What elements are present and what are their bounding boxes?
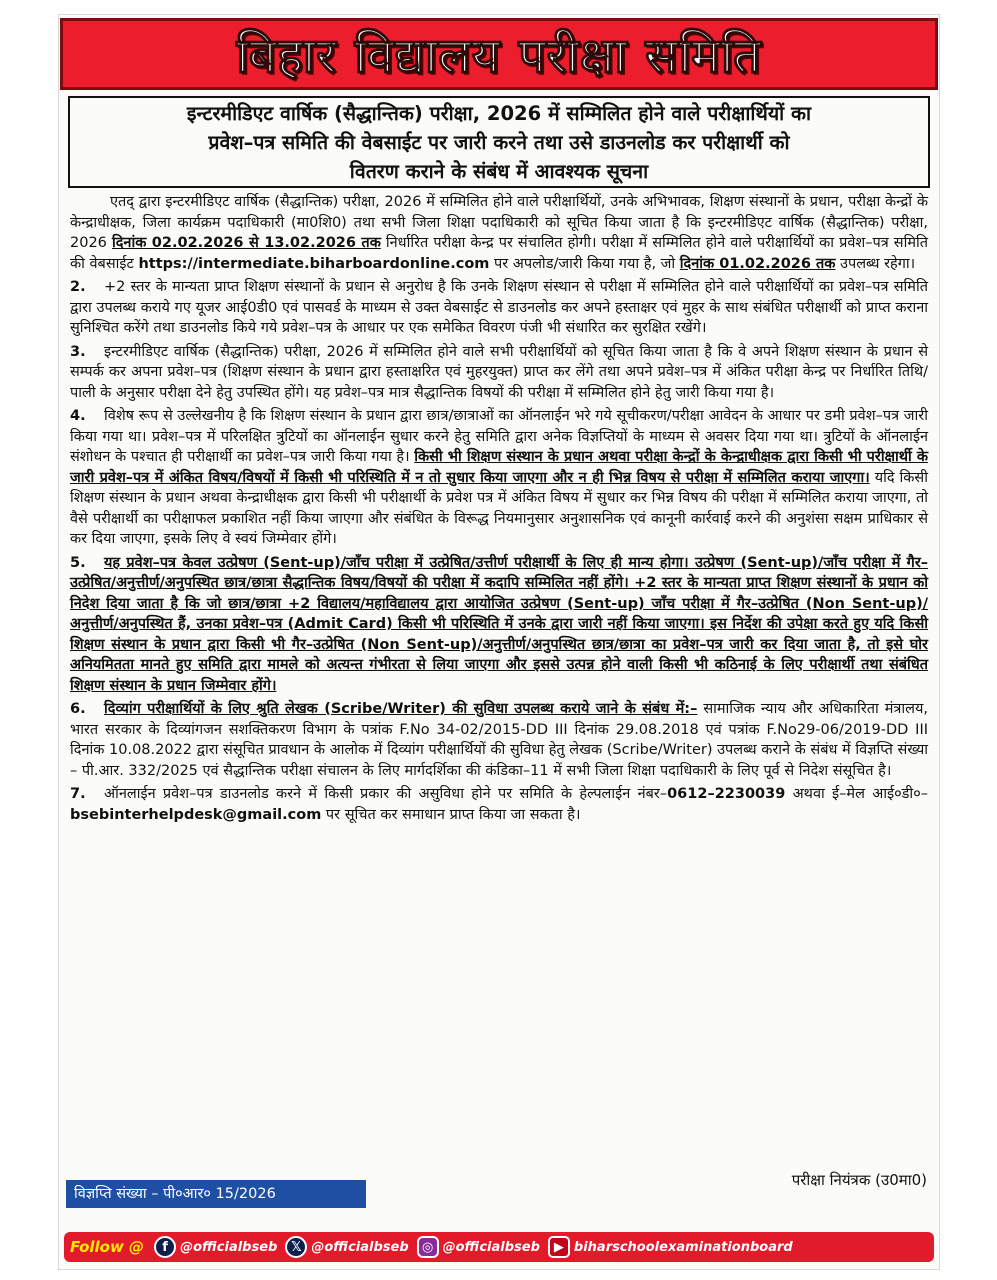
instagram-link[interactable] xyxy=(417,1236,540,1258)
instagram-handle: @officialbseb xyxy=(442,1239,540,1255)
para5-text: यह प्रवेश–पत्र केवल उत्प्रेषण (Sent-up)/जाँच परीक्षा में उत्प्रेषित/उत्तीर्ण परीक्षार्थी के लिए ही मान्य होगा। उत्प्रेषण (Sent-up)/जाँच परीक्षा में गैर–उत्प्रेषित/अनुत्तीर्ण/अनुपस्थित छात्र/छात्रा सैद्धान्तिक विषय/विषयों की परीक्षा में कदापि सम्मिलित नहीं होंगे। +2 स्तर के मान्यता प्राप्त शिक्षण संस्थानों के प्रधान को निदेश दिया जाता है कि जो छात्र/छात्रा +2 विद्यालय/महाविद्यालय द्वारा आयोजित उत्प्रेषण (Sent-up) जाँच परीक्षा में गैर–उत्प्रेषित (Non Sent-up)/अनुत्तीर्ण/अनुपस्थित हैं, उनका प्रवेश–पत्र (Admit Card) किसी भी परिस्थिति में उनके द्वारा जारी नहीं किया जाएगा। इस निर्देश की उपेक्षा करते हुए यदि किसी शिक्षण संस्थान के प्रधान द्वारा किसी भी गैर–उत्प्रेषित (Non Sent-up)/अनुत्तीर्ण/अनुपस्थित छात्र/छात्रा का प्रवेश–पत्र जारी कर दिया जाता है, तो इसे घोर अनियमितता मानते हुए समिति द्वारा मामले को अत्यन्त गंभीरता से लिया जाएगा और इससे उत्पन्न होने वाली किसी भी कठिनाई के लिए परीक्षार्थी तथा संबंधित शिक्षण संस्थान के प्रधान जिम्मेवार होंगे। xyxy=(70,554,928,694)
notice-number: विज्ञप्ति संख्या – पी०आर० 15/2026 xyxy=(66,1180,366,1208)
x-handle: @officialbseb xyxy=(311,1239,409,1255)
paragraph-2 xyxy=(70,277,928,339)
para3-text: इन्टरमीडिएट वार्षिक (सैद्धान्तिक) परीक्षा, 2026 में सम्मिलित होने वाले सभी परीक्षार्थियों को सूचित किया जाता है कि वे अपने शिक्षण संस्थान के प्रधान से सम्पर्क कर अपना प्रवेश–पत्र (शिक्षण संस्थान के प्रधान द्वारा हस्ताक्षरित एवं मुहरयुक्त) प्राप्त कर लेंगे तथा अपने प्रवेश–पत्र में अंकित परीक्षा केन्द्र पर निर्धारित तिथि/पाली के अनुसार परीक्षा देने हेतु उपस्थित होंगे। यह प्रवेश–पत्र मात्र सैद्धान्तिक विषयों की परीक्षा में सम्मिलित होने हेतु जारी किया गया है। xyxy=(70,343,928,401)
para6-number: 6. xyxy=(70,701,86,717)
para1-text-d: उपलब्ध रहेगा। xyxy=(835,255,916,272)
paragraph-5 xyxy=(70,553,928,697)
para7-text-b: अथवा ई–मेल आई०डी०– xyxy=(785,786,928,802)
para2-number: 2. xyxy=(70,279,86,295)
para5-number: 5. xyxy=(70,554,86,571)
website-link[interactable]: https://intermediate.biharboardonline.com xyxy=(138,255,490,272)
board-title: बिहार विद्यालय परीक्षा समिति xyxy=(236,27,762,84)
facebook-icon: f xyxy=(154,1236,176,1258)
subject-text xyxy=(187,99,811,186)
para7-text-c: पर सूचित कर समाधान प्राप्त किया जा सकता है। xyxy=(321,806,581,823)
paragraph-6 xyxy=(70,699,928,781)
para1-text-c: पर अपलोड/जारी किया गया है, जो xyxy=(489,255,680,272)
paragraph-3 xyxy=(70,342,928,404)
social-bar xyxy=(64,1232,934,1262)
para4-text-b: यदि किसी शिक्षण संस्थान के प्रधान अथवा केन्द्राधीक्षक द्वारा किसी भी परीक्षार्थी के प्रवेश पत्र में अंकित विषय में सुधार कर भिन्न विषय की परीक्षा में सम्मिलित कराया जाएगा, तो वैसे परीक्षार्थी का परीक्षाफल प्रकाशित नहीं किया जाएगा और संबंधित के विरूद्ध नियमानुसार अनुशासनिक एवं कानूनी कार्रवाई करने की अनुशंसा सक्षम प्राधिकार से कर दिया जाएगा, इसके लिए वे स्वयं जिम्मेवार होंगे। xyxy=(70,469,928,547)
paragraph-7 xyxy=(70,784,928,825)
youtube-icon: ▶ xyxy=(548,1236,570,1258)
facebook-handle: @officialbseb xyxy=(180,1239,278,1255)
x-icon: 𝕏 xyxy=(285,1236,307,1258)
subject-line-1: इन्टरमीडिएट वार्षिक (सैद्धान्तिक) परीक्षा, 2026 में सम्मिलित होने वाले परीक्षार्थियों का xyxy=(186,101,812,125)
instagram-icon: ◎ xyxy=(417,1236,439,1258)
helpline-number[interactable]: 0612–2230039 xyxy=(667,786,786,802)
para4-number: 4. xyxy=(70,408,86,424)
subject-line-3: वितरण कराने के संबंध में आवश्यक सूचना xyxy=(349,159,649,183)
exam-controller: परीक्षा नियंत्रक (उ0मा0) xyxy=(791,1171,927,1189)
para6-heading: दिव्यांग परीक्षार्थियों के लिए श्रुति लेखक (Scribe/Writer) की सुविधा उपलब्ध कराये जाने के संबंध में:– xyxy=(104,701,698,717)
para1-text-b: निर्धारित परीक्षा केन्द्र पर संचालित होगी। परीक्षा में सम्मिलित होने वाले परीक्षार्थियों का प्रवेश–पत्र समिति की वेबसाईट xyxy=(70,235,929,272)
header-banner xyxy=(60,18,938,90)
paragraph-1 xyxy=(70,192,928,274)
para7-number: 7. xyxy=(70,786,86,802)
youtube-link[interactable] xyxy=(548,1236,793,1258)
exam-dates: दिनांक 02.02.2026 से 13.02.2026 तक xyxy=(111,235,381,251)
x-link[interactable] xyxy=(285,1236,408,1258)
availability-date: दिनांक 01.02.2026 तक xyxy=(679,255,836,272)
paragraph-4 xyxy=(70,406,928,550)
para4-text-a: विशेष रूप से उल्लेखनीय है कि शिक्षण संस्थान के प्रधान द्वारा छात्र/छात्राओं का ऑनलाईन भरे गये सूचीकरण/परीक्षा आवेदन के आधार पर डमी प्रवेश–पत्र जारी किया गया था। प्रवेश–पत्र में परिलक्षित त्रुटियों का ऑनलाईन सुधार करने हेतु समिति द्वारा अनेक विज्ञप्तियों के माध्यम से अवसर दिया गया था। त्रुटियों के ऑनलाईन संशोधन के पश्चात ही परीक्षार्थी का प्रवेश–पत्र जारी किया गया है। xyxy=(70,408,928,465)
para3-number: 3. xyxy=(70,343,86,360)
youtube-handle: biharschoolexaminationboard xyxy=(573,1239,793,1255)
notice-body xyxy=(70,192,928,828)
helpdesk-email[interactable]: bsebinterhelpdesk@gmail.com xyxy=(70,806,322,823)
subject-box xyxy=(68,96,930,188)
follow-label: Follow @ xyxy=(70,1238,145,1256)
para2-text: +2 स्तर के मान्यता प्राप्त शिक्षण संस्थानों के प्रधान से अनुरोध है कि उनके शिक्षण संस्थान से परीक्षा में सम्मिलित होने वाले परीक्षार्थियों का प्रवेश–पत्र समिति द्वारा उपलब्ध कराये गए यूजर आई0डी0 एवं पासवर्ड के माध्यम से उक्त वेबसाईट से डाउनलोड कर अपने हस्ताक्षर एवं मुहर के साथ संबंधित परीक्षार्थी को प्राप्त कराना सुनिश्चित करेंगे तथा डाउनलोड किये गये प्रवेश–पत्र के आधार पर एक समेकित विवरण पंजी भी संधारित कर सुरक्षित रखेंगे। xyxy=(70,279,928,336)
subject-line-2: प्रवेश–पत्र समिति की वेबसाईट पर जारी करने तथा उसे डाउनलोड कर परीक्षार्थी को xyxy=(208,130,790,154)
para1-text-a: एतद् द्वारा इन्टरमीडिएट वार्षिक (सैद्धान्तिक) परीक्षा, 2026 में सम्मिलित होने वाले परीक्षार्थियों, उनके अभिभावक, शिक्षण संस्थानों के प्रधान, परीक्षा केन्द्रों के केन्द्राधीक्षक, जिला कार्यक्रम पदाधिकारी (मा0शि0) तथा सभी जिला शिक्षा पदाधिकारी को सूचित किया जाता है कि इन्टरमीडिएट वार्षिक (सैद्धान्तिक) परीक्षा, 2026 xyxy=(70,194,928,251)
para6-text: सामाजिक न्याय और अधिकारिता मंत्रालय, भारत सरकार के दिव्यांगजन सशक्तिकरण विभाग के पत्रांक F.No 34-02/2015-DD III दिनांक 29.08.2018 एवं पत्रांक F.No29-06/2019-DD III दिनांक 10.08.2022 द्वारा संसूचित प्रावधान के आलोक में दिव्यांग परीक्षार्थियों की सुविधा हेतु लेखक (Scribe/Writer) उपलब्ध कराने के संबंध में विज्ञप्ति संख्या – पी.आर. 332/2025 एवं सैद्धान्तिक परीक्षा संचालन के लिए मार्गदर्शिका की कंडिका–11 में सभी जिला शिक्षा पदाधिकारी के लिए पूर्व से निदेश संसूचित है। xyxy=(70,701,929,779)
facebook-link[interactable] xyxy=(154,1236,277,1258)
para7-text-a: ऑनलाईन प्रवेश–पत्र डाउनलोड करने में किसी प्रकार की असुविधा होने पर समिति के हेल्पलाईन नंबर– xyxy=(104,786,668,802)
para4-emphasis: किसी भी शिक्षण संस्थान के प्रधान अथवा परीक्षा केन्द्रों के केन्द्राधीक्षक द्वारा किसी भी परीक्षार्थी के जारी प्रवेश–पत्र में अंकित विषय/विषयों में किसी भी परिस्थिति में न तो सुधार किया जाएगा और न ही भिन्न विषय से परीक्षा में सम्मिलित कराया जाएगा। xyxy=(70,449,928,486)
